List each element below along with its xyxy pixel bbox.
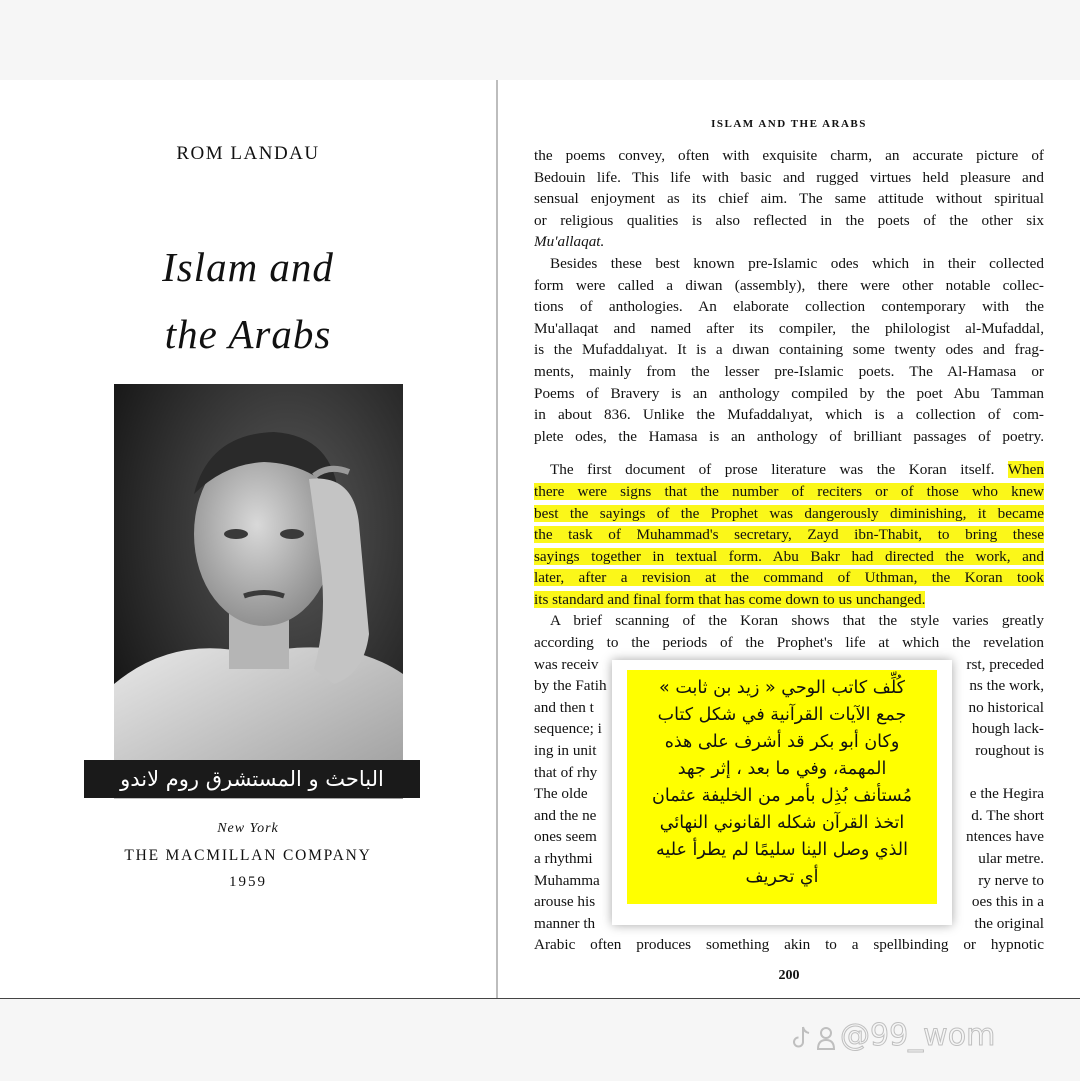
text-line: form were called a diwan (assembly), there were other notable collec- — [534, 276, 1044, 294]
text-fragment-right: the original — [974, 914, 1044, 932]
text-fragment-left: sequence; i — [534, 720, 602, 738]
text-line: tions of anthologies. An elaborate collection contemporary with the — [534, 298, 1044, 316]
translation-line: الذي وصل الينا سليمًا لم يطرأ عليه — [656, 840, 908, 860]
text-fragment-right: ular metre. — [978, 850, 1044, 867]
text-fragment-right: hough lack- — [971, 720, 1044, 738]
translation-popup — [612, 660, 952, 925]
translation-line: كُلِّف كاتب الوحي « زيد بن ثابت » — [659, 678, 905, 698]
highlighted-text: sayings together in textual form. Abu Bakr had directed the work, and — [534, 547, 1044, 565]
text-line — [534, 589, 1044, 611]
text-line: plete odes, the Hamasa is an anthology of brilliant passages of poetry. — [534, 427, 1044, 445]
portrait-illustration — [114, 384, 403, 799]
text-line — [534, 567, 1044, 589]
translation-line: المهمة، وفي ما بعد ، إثر جهد — [677, 759, 887, 779]
book-title-line-1: Islam and — [162, 244, 334, 290]
author-name: ROM LANDAU — [176, 143, 320, 164]
author-portrait-photo — [114, 384, 403, 799]
highlighted-text: When — [1007, 461, 1044, 479]
text-line: Mu'allaqat and named after its compiler, the philologist al-Mufaddal, — [534, 319, 1044, 337]
text-fragment-left: Muhamma — [534, 871, 600, 889]
text-fragment-left: manner th — [534, 914, 596, 932]
text-line: is the Mufaddalıyat. It is a dıwan containing some twenty odes and frag- — [534, 341, 1044, 359]
book-title-line-2: the Arabs — [164, 311, 332, 357]
page-number: 200 — [778, 968, 800, 983]
text-line: Mu'allaqat. — [534, 233, 605, 251]
text-fragment-right: e the Hegira — [969, 785, 1044, 803]
text-line: sensual enjoyment as its chief aim. The same attitude without spiritual — [534, 190, 1044, 208]
text-fragment-left: was receiv — [534, 655, 599, 673]
highlighted-text: the task of Muhammad's secretary, Zayd ibn-Thabit, to bring these — [534, 526, 1044, 544]
translation-highlight-box — [627, 670, 937, 904]
text-line: in about 836. Unlike the Mufaddalıyat, which is a collection of com- — [534, 406, 1044, 424]
text-fragment-right: rst, preceded — [966, 655, 1044, 673]
highlighted-text: later, after a revision at the command of Uthman, the Koran took — [534, 569, 1044, 587]
text-fragment-right: oes this in a — [971, 893, 1044, 911]
text-fragment-right: no historical — [968, 698, 1044, 716]
text-line — [534, 481, 1044, 503]
text-fragment-left: by the Fatih — [534, 677, 607, 695]
text-fragment-right: ry nerve to — [978, 871, 1044, 889]
watermark-handle: @99_wom — [840, 1018, 996, 1053]
text-fragment-left: The olde — [534, 785, 588, 803]
text-line — [534, 524, 1044, 546]
text-fragment-right: ntences have — [965, 828, 1044, 846]
text-line-plain: The first document of prose literature was the Koran itself. — [550, 461, 995, 479]
text-line: Bedouin life. This life with basic and rugged virtues held pleasure and — [534, 168, 1044, 186]
text-fragment-left: and then t — [534, 698, 594, 716]
text-fragment-left: ing in unit — [534, 742, 597, 760]
translation-line: وكان أبو بكر قد أشرف على هذه — [664, 732, 900, 752]
text-fragment-left: ones seem — [534, 828, 597, 846]
text-fragment-right: roughout is — [975, 742, 1044, 760]
text-line — [534, 546, 1044, 568]
text-line: the poems convey, often with exquisite charm, an accurate picture of — [534, 147, 1044, 164]
translation-line: اتخذ القرآن شكله القانوني النهائي — [659, 813, 905, 833]
text-line: Poems of Bravery is an anthology compiled by the poet Abu Tamman — [534, 384, 1044, 402]
text-fragment-right: d. The short — [971, 806, 1044, 824]
publication-place: New York — [217, 821, 279, 836]
highlighted-text: best the sayings of the Prophet was dangerously diminishing, it became — [534, 504, 1044, 522]
translation-line: مُستأنف بُذِل بأمر من الخليفة عثمان — [652, 786, 912, 806]
photo-caption: الباحث و المستشرق روم لاندو — [84, 760, 420, 798]
text-fragment-left: a rhythmi — [534, 850, 593, 867]
arabic-translation-text — [627, 670, 937, 891]
text-line — [534, 503, 1044, 525]
running-head: ISLAM AND THE ARABS — [711, 118, 867, 130]
text-fragment-left: and the ne — [534, 806, 597, 824]
translation-line: أي تحريف — [745, 867, 819, 887]
text-line — [534, 459, 1044, 481]
text-fragment-right: ns the work, — [969, 677, 1044, 695]
top-margin — [0, 0, 1080, 80]
text-fragment-left: that of rhy — [534, 763, 598, 781]
user-icon — [816, 1025, 836, 1051]
text-line: A brief scanning of the Koran shows that the style varies greatly — [550, 612, 1044, 630]
translation-line: جمع الآيات القرآنية في شكل كتاب — [657, 705, 907, 725]
highlighted-text: there were signs that the number of reciters or of those who knew — [534, 482, 1044, 500]
publication-year: 1959 — [229, 874, 267, 890]
text-line: ments, mainly from the lesser pre-Islamic poets. The Al-Hamasa or — [534, 362, 1044, 380]
publisher-name: THE MACMILLAN COMPANY — [124, 847, 372, 864]
text-line: according to the periods of the Prophet's life at which the revelation — [534, 634, 1044, 652]
highlighted-text: its standard and final form that has come down to us unchanged. — [534, 590, 926, 608]
tiktok-logo-icon — [792, 1025, 812, 1051]
text-line: Arabic often produces something akin to a spellbinding or hypnotic — [534, 936, 1044, 954]
text-line: Besides these best known pre-Islamic odes which in their collected — [550, 254, 1044, 272]
text-line: or religious qualities is also reflected in the poets of the other six — [534, 211, 1044, 229]
text-fragment-left: arouse his — [534, 893, 596, 911]
